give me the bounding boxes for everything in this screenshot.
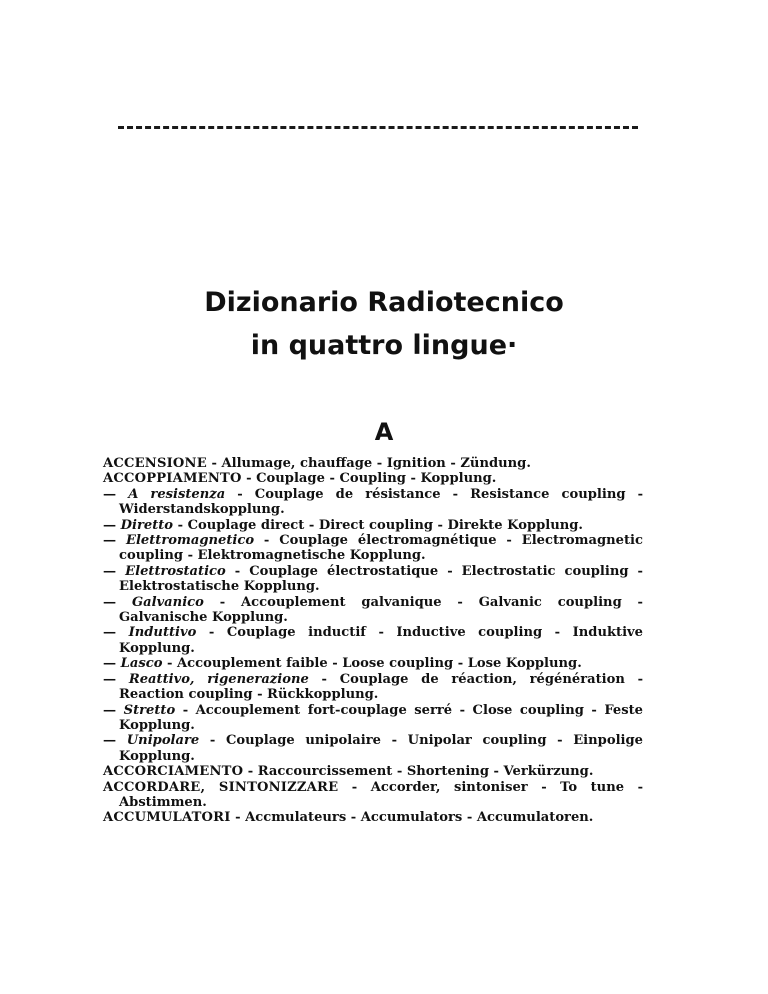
entry-headword: ACCUMULATORI (103, 810, 231, 826)
dictionary-entry (103, 764, 643, 779)
entry-translations: - Couplage de résistance - Resistance coupling - Widerstandskopplung. (119, 486, 644, 518)
dictionary-entry (103, 703, 643, 734)
entry-translations: - Couplage unipolaire - Unipolar coupling - Einpolige Kopplung. (119, 733, 643, 764)
dictionary-entry (103, 518, 643, 533)
dictionary-entry (103, 471, 643, 486)
dictionary-entry (103, 487, 643, 518)
section-letter: A (374, 418, 394, 446)
entry-translations: - Couplage direct - Direct coupling - Direkte Kopplung. (173, 517, 583, 533)
entry-subterm: A resistenza (128, 486, 226, 502)
entry-subterm: Galvanico (131, 594, 204, 610)
entry-subterm: Elettrostatico (125, 563, 226, 579)
dictionary-entry (103, 733, 643, 764)
entry-subterm: Unipolare (126, 733, 200, 749)
decorative-dashed-rule (118, 126, 638, 129)
entry-dash: — (103, 625, 129, 641)
entry-subterm: Diretto (120, 517, 174, 533)
entry-dash: — (103, 563, 126, 579)
dictionary-entry (103, 672, 643, 703)
dictionary-entries (103, 456, 643, 826)
entry-subterm: Induttivo (128, 625, 197, 641)
entry-translations: - Accouplement galvanique - Galvanic coupling - Galvanische Kopplung. (119, 594, 643, 626)
entry-translations: - Accouplement fort-couplage serré - Close coupling - Feste Kopplung. (119, 702, 643, 733)
entry-dash: — (103, 594, 132, 610)
dictionary-entry (103, 625, 643, 656)
entry-dash: — (103, 733, 127, 749)
dictionary-entry (103, 533, 643, 564)
entry-translations: - Accmulateurs - Accumulators - Accumulatoren. (230, 810, 594, 826)
entry-headword: ACCORDARE, SINTONIZZARE (103, 779, 339, 795)
page-subtitle: in quattro lingue· (250, 330, 518, 361)
entry-translations: - Couplage - Coupling - Kopplung. (241, 471, 497, 487)
entry-headword: ACCOPPIAMENTO (103, 471, 242, 487)
dictionary-entry (103, 810, 643, 825)
entry-subterm: Elettromagnetico (125, 533, 255, 549)
entry-headword: ACCORCIAMENTO (103, 764, 244, 780)
entry-translations: - Couplage inductif - Inductive coupling - Induktive Kopplung. (119, 625, 643, 656)
entry-dash: — (103, 517, 121, 533)
entry-translations: - Couplage électromagnétique - Electromagnetic coupling - Elektromagnetische Kopplung. (119, 533, 643, 564)
entry-translations: - Raccourcissement - Shortening - Verkürzung. (243, 764, 594, 780)
entry-headword: ACCENSIONE (103, 456, 207, 471)
dictionary-entry (103, 780, 643, 811)
entry-translations: - Accouplement faible - Loose coupling - Lose Kopplung. (162, 656, 582, 672)
entry-translations: - Couplage de réaction, régénération - Reaction coupling - Rückkopplung. (119, 671, 644, 703)
entry-dash: — (103, 702, 124, 718)
entry-translations: - Couplage électrostatique - Electrostatic coupling - Elektrostatische Kopplung. (119, 563, 643, 595)
entry-translations: - Allumage, chauffage - Ignition - Zündung. (206, 456, 531, 471)
entry-dash: — (103, 671, 129, 687)
entry-translations: - Accorder, sintoniser - To tune - Abstimmen. (119, 779, 643, 810)
entry-dash: — (103, 656, 121, 672)
dictionary-entry (103, 456, 643, 471)
entry-subterm: Reattivo, rigenerazione (128, 671, 309, 687)
entry-dash: — (103, 533, 126, 549)
page-title: Dizionario Radiotecnico (204, 287, 564, 318)
dictionary-entry (103, 595, 643, 626)
entry-subterm: Lasco (120, 656, 163, 672)
entry-subterm: Stretto (123, 702, 176, 718)
dictionary-entry (103, 564, 643, 595)
dictionary-entry (103, 656, 643, 671)
entry-dash: — (103, 486, 129, 502)
